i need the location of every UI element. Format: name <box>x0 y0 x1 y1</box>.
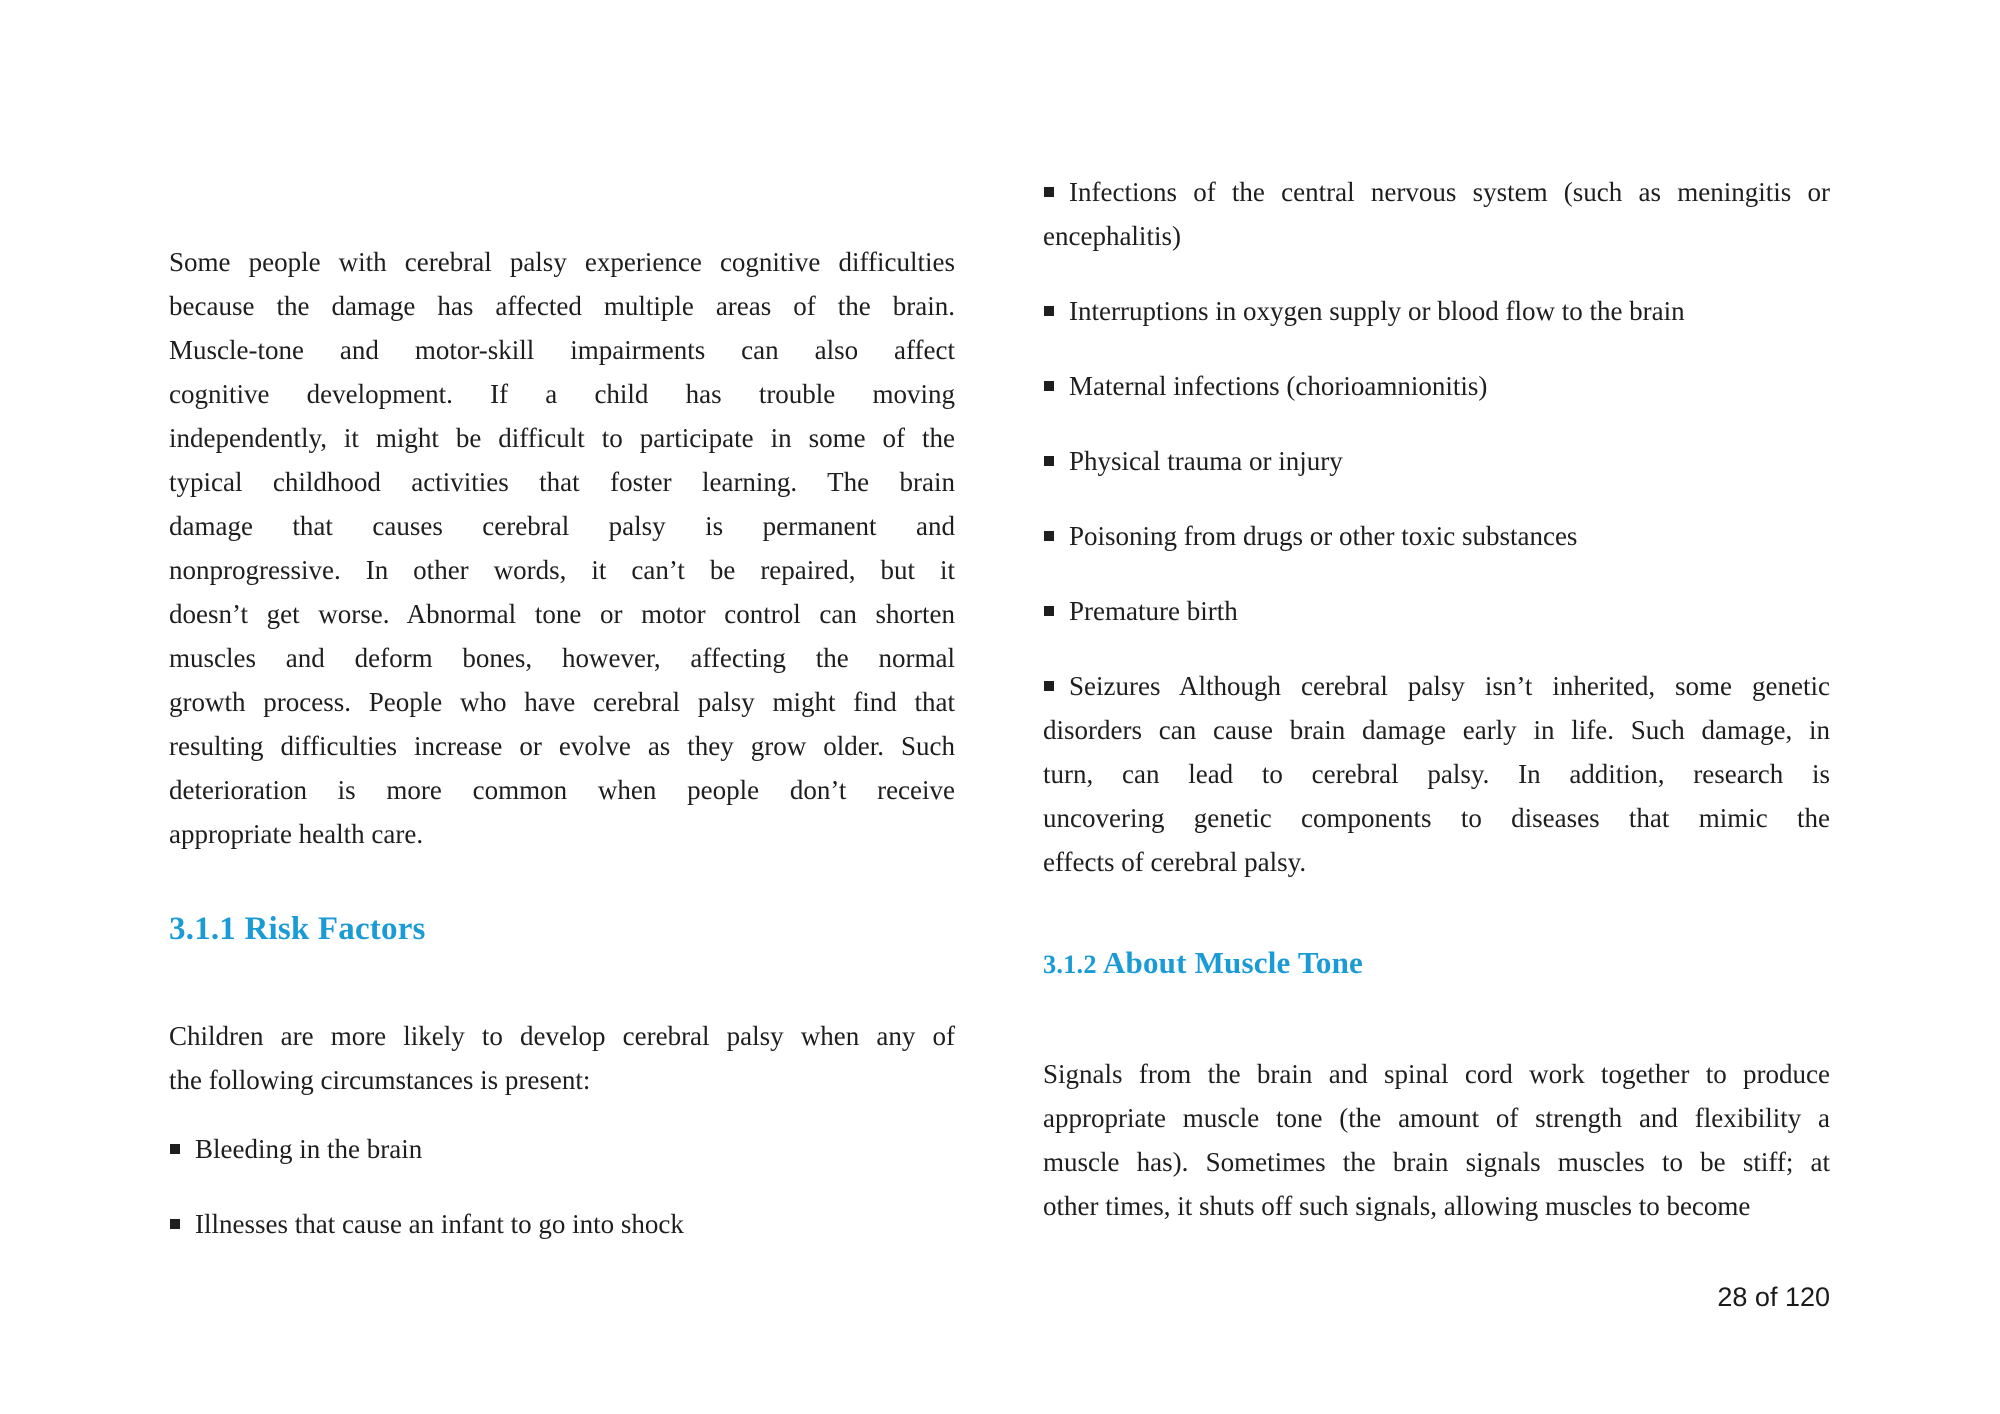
bullet-item <box>1043 364 1830 408</box>
page-number-indicator: 28 of 120 <box>1717 1282 1830 1312</box>
bullet-text: Seizures Although cerebral palsy isn’t inherited, some genetic disorders can cause brain damage early in life. Such damage, in turn, can lead to cerebral palsy. In addition, research is uncovering genetic components to diseases that mimic the effects of cerebral palsy. <box>1043 671 1830 877</box>
bullet-square-icon <box>1044 306 1054 316</box>
bullet-square-icon <box>1044 681 1054 691</box>
bullet-item <box>1043 439 1830 483</box>
bullet-square-icon <box>1044 456 1054 466</box>
bullet-item <box>169 1127 955 1171</box>
bullet-square-icon <box>1044 381 1054 391</box>
bullet-text: Illnesses that cause an infant to go into shock <box>195 1209 684 1239</box>
section-number: 3.1.1 <box>169 911 236 947</box>
bullet-text: Premature birth <box>1069 596 1238 626</box>
bullet-item <box>1043 514 1830 558</box>
paragraph-muscle-tone: Signals from the brain and spinal cord work together to produce appropriate muscle tone (the amount of strength and flexibility a muscle has). Sometimes the brain signals muscles to be stiff; at other times, it shuts off such signals, allowing muscles to become <box>1043 1059 1830 1221</box>
right-column <box>1043 170 1830 1228</box>
bullet-text: Infections of the central nervous system (such as meningitis or encephalitis) <box>1043 177 1830 251</box>
bullet-text: Bleeding in the brain <box>195 1134 423 1164</box>
bullet-text: Maternal infections (chorioamnionitis) <box>1069 371 1488 401</box>
section-heading-about-muscle-tone <box>1043 941 1830 987</box>
left-column <box>169 240 955 1246</box>
section-heading-risk-factors <box>169 907 955 951</box>
bullet-text: Physical trauma or injury <box>1069 446 1343 476</box>
section-title: About Muscle Tone <box>1102 945 1363 980</box>
bullet-square-icon <box>170 1219 180 1229</box>
bullet-text: Poisoning from drugs or other toxic substances <box>1069 521 1578 551</box>
bullet-square-icon <box>170 1144 180 1154</box>
section-number: 3.1.2 <box>1043 950 1097 979</box>
bullet-square-icon <box>1044 606 1054 616</box>
bullet-item <box>169 1202 955 1246</box>
bullet-item <box>1043 170 1830 258</box>
bullet-item <box>1043 664 1830 884</box>
bullet-text: Interruptions in oxygen supply or blood flow to the brain <box>1069 296 1685 326</box>
bullet-square-icon <box>1044 531 1054 541</box>
bullet-item <box>1043 289 1830 333</box>
section-title: Risk Factors <box>244 911 426 947</box>
paragraph-cognitive-difficulties: Some people with cerebral palsy experience cognitive difficulties because the damage has affected multiple areas of the brain. Muscle-tone and motor-skill impairments can also affect cognitive development. If a child has trouble moving independently, it might be difficult to participate in some of the typical childhood activities that foster learning. The brain damage that causes cerebral palsy is permanent and nonprogressive. In other words, it can’t be repaired, but it doesn’t get worse. Abnormal tone or motor control can shorten muscles and deform bones, however, affecting the normal growth process. People who have cerebral palsy might find that resulting difficulties increase or evolve as they grow older. Such deterioration is more common when people don’t receive appropriate health care. <box>169 247 955 849</box>
paragraph-risk-intro: Children are more likely to develop cerebral palsy when any of the following circumstances is present: <box>169 1021 955 1095</box>
bullet-square-icon <box>1044 187 1054 197</box>
bullet-item <box>1043 589 1830 633</box>
